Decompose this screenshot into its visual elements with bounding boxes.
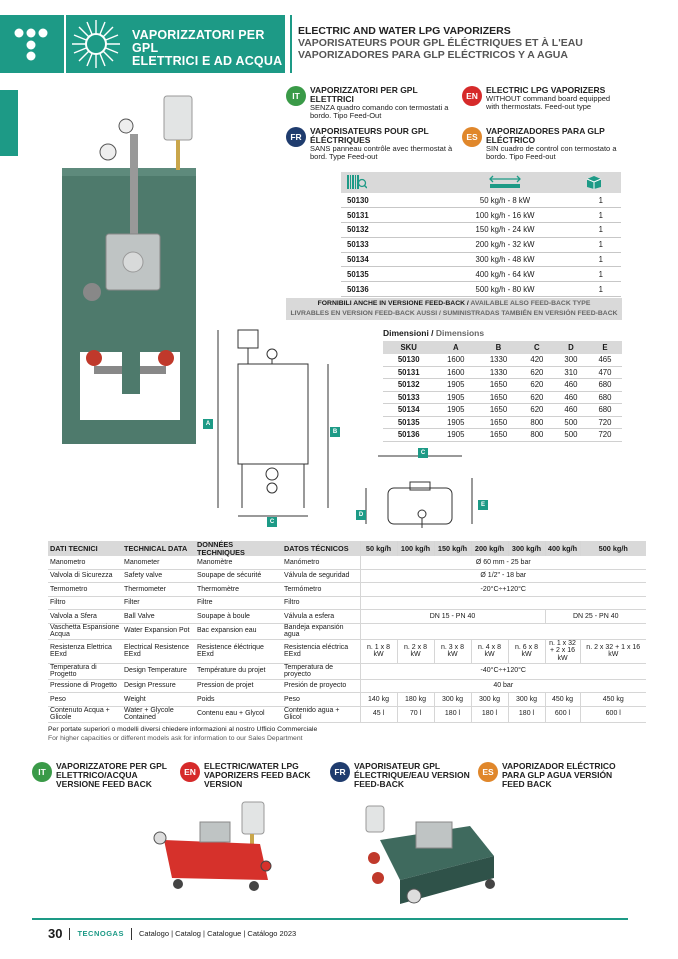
dimensions-cell: 680 [588,379,622,392]
es-desc: SIN cuadro de control con termostato a bordo. Tipo Feed-out [486,144,617,162]
header-translations [290,15,678,73]
tech-label: Peso [282,693,360,706]
product-sku: 50135 [341,267,431,282]
footer-separator [69,928,70,940]
tech-label: Poids [195,693,282,706]
tech-label: Termometro [48,583,122,596]
feedback-fr-title: VAPORISATEUR GPL ÉLECTRIQUE/EAU VERSION FEED-BACK [354,761,470,789]
product-table-header [341,172,621,193]
dimensions-header-cell: E [588,341,622,354]
product-table [341,172,621,297]
it-badge: IT [286,86,306,106]
tech-value: 140 kg [360,693,397,706]
dimensions-cell: 50134 [383,404,434,417]
dimensions-cell: 800 [520,429,554,442]
tech-label: Manometer [122,556,195,569]
fr-badge: FR [286,127,306,147]
tech-label: Pressione di Progetto [48,679,122,692]
tech-label: Resistenza Elettrica EExd [48,639,122,663]
tech-value: n. 2 x 32 + 1 x 16 kW [580,639,646,663]
dimensions-title-it: Dimensioni / [383,328,436,338]
dimensions-row [383,416,622,429]
tech-label: Valvola a Sfera [48,610,122,623]
tech-value: n. 6 x 8 kW [508,639,545,663]
dimensions-cell: 620 [520,404,554,417]
footer-brand: TECNOGAS [77,929,124,938]
title-es: VAPORIZADORES PARA GLP ELÉCTRICOS Y A AGUA [298,49,568,61]
feedback-fr-badge: FR [330,762,350,782]
feedback-it-title: VAPORIZZATORE PER GPL ELETTRICO/ACQUA VERSIONE FEED BACK [56,761,167,789]
product-capacity: 50 kg/h - 8 kW [431,193,579,208]
tech-value: -40°C÷+120°C [360,663,646,679]
dimensions-cell: 1905 [434,429,477,442]
tech-label: Válvula a esfera [282,610,360,623]
feedback-lang-it [32,762,177,789]
vaporizer-photo [60,94,210,446]
capacity-icon [431,172,579,193]
dimensions-cell: 620 [520,391,554,404]
tech-label: Manomètre [195,556,282,569]
tecnogas-logo [0,15,62,73]
side-tab [0,90,18,156]
technical-data-table [48,541,646,723]
product-row [341,208,621,223]
tech-label: Temperatura de proyecto [282,663,360,679]
dimensions-cell: 420 [520,354,554,367]
dimensions-cell: 465 [588,354,622,367]
lang-block-fr [286,127,456,162]
tech-row [48,706,646,722]
product-sku: 50132 [341,223,431,238]
tech-header-row [48,541,646,556]
dimensions-cell: 460 [554,379,588,392]
tech-row [48,556,646,569]
dimensions-row [383,391,622,404]
feedback-en-title: ELECTRIC/WATER LPG VAPORIZERS FEED BACK VERSION [204,761,311,789]
dimensions-cell: 680 [588,391,622,404]
tech-label: Filtre [195,596,282,609]
footer-separator-2 [131,928,132,940]
tech-label: Presión de proyecto [282,679,360,692]
lang-block-en [462,86,622,112]
dimensions-cell: 1650 [477,391,520,404]
tech-label: Weight [122,693,195,706]
feedback-es-title: VAPORIZADOR ELÉCTRICO PARA GLP AGUA VERSIÓN FEED BACK [502,761,616,789]
page-title [132,29,285,68]
product-sku: 50134 [341,252,431,267]
tech-row [48,570,646,583]
feedback-lang-fr [330,762,475,789]
tech-label: Design Temperature [122,663,195,679]
dimensions-header-cell: D [554,341,588,354]
product-row [341,193,621,208]
tech-header-cell: 150 kg/h [434,541,471,556]
tech-label: Valvola di Sicurezza [48,570,122,583]
tech-value: 450 kg [545,693,580,706]
product-row [341,267,621,282]
product-capacity: 150 kg/h - 24 kW [431,223,579,238]
dimensions-cell: 1650 [477,429,520,442]
dimensions-cell: 50133 [383,391,434,404]
tech-label: Soupape à boule [195,610,282,623]
dimensions-cell: 50136 [383,429,434,442]
tech-label: Peso [48,693,122,706]
dimensions-cell: 1650 [477,404,520,417]
it-title: VAPORIZZATORI PER GPL ELETTRICI [310,85,418,104]
dimensions-table [383,341,622,442]
dimensions-cell: 720 [588,429,622,442]
dimensions-row [383,366,622,379]
tech-label: Filter [122,596,195,609]
tech-header-cell: 300 kg/h [508,541,545,556]
feedback-note [286,298,622,320]
dimensions-row [383,379,622,392]
dimensions-cell: 50135 [383,416,434,429]
dimensions-header-row [383,341,622,354]
fr-title: VAPORISATEURS POUR GPL ÉLÉCTRIQUES [310,126,429,145]
page-number: 30 [48,926,63,941]
dim-label-c: C [267,517,277,527]
dimensions-cell: 1905 [434,391,477,404]
tech-header-cell: 500 kg/h [580,541,646,556]
dimensions-cell: 1650 [477,416,520,429]
tech-label: Bandeja expansión agua [282,623,360,639]
dimensions-header-cell: C [520,341,554,354]
dimensions-header-cell: B [477,341,520,354]
feedback-fr-es: LIVRABLES EN VERSION FEED-BACK AUSSI / SUMINISTRADAS TAMBIÉN EN VERSIÓN FEED-BACK [290,310,618,317]
dimensions-cell: 680 [588,404,622,417]
tech-value: 600 l [545,706,580,722]
feedback-es-badge: ES [478,762,498,782]
dimensions-cell: 620 [520,366,554,379]
tech-value: Ø 1/2" - 18 bar [360,570,646,583]
tech-label: Contenu eau + Glycol [195,706,282,722]
product-qty: 1 [579,237,621,252]
product-sku: 50136 [341,282,431,297]
tech-label: Bac expansion eau [195,623,282,639]
tech-value: 180 l [434,706,471,722]
dimensions-cell: 1905 [434,404,477,417]
product-qty: 1 [579,223,621,238]
tech-label: Electrical Resistence EExd [122,639,195,663]
title-it-line1: VAPORIZZATORI PER GPL [132,28,265,55]
tech-label: Filtro [48,596,122,609]
product-sku: 50131 [341,208,431,223]
product-qty: 1 [579,208,621,223]
tech-value: n. 2 x 8 kW [397,639,434,663]
tech-value: -20°C÷+120°C [360,583,646,596]
tech-value: DN 25 - PN 40 [545,610,646,623]
note-it: Per portate superiori o modelli diversi chiedere informazioni al nostro Ufficio Commerciale [48,726,318,733]
dimensions-cell: 1330 [477,366,520,379]
product-row [341,282,621,297]
lang-block-es [462,127,622,162]
feedback-en-badge: EN [180,762,200,782]
dimensions-cell: 1330 [477,354,520,367]
lang-block-it [286,86,456,121]
title-it-line2: ELETTRICI E AD ACQUA [132,54,283,68]
product-capacity: 200 kg/h - 32 kW [431,237,579,252]
tech-label: Temperatura di Progetto [48,663,122,679]
fr-desc: SANS panneau contrôle avec thermostat à bord. Type Feed-out [310,144,453,162]
tech-value: Ø 60 mm - 25 bar [360,556,646,569]
dimensions-cell: 620 [520,379,554,392]
tech-label: Ball Valve [122,610,195,623]
en-title: ELECTRIC LPG VAPORIZERS [486,85,606,95]
footer-rule [32,918,628,920]
tech-header-cell: TECHNICAL DATA [122,541,195,556]
green-vaporizer-photo [360,800,500,915]
product-qty: 1 [579,252,621,267]
tech-label: Thermomètre [195,583,282,596]
product-sku: 50133 [341,237,431,252]
top-view-drawing [360,448,490,533]
tech-header-cell: 400 kg/h [545,541,580,556]
tech-value: n. 3 x 8 kW [434,639,471,663]
feedback-it-badge: IT [32,762,52,782]
tech-value: 70 l [397,706,434,722]
dimensions-row [383,429,622,442]
dimensions-header-cell: A [434,341,477,354]
tech-label: Water Expansion Pot [122,623,195,639]
tech-value: 300 kg [434,693,471,706]
product-capacity: 400 kg/h - 64 kW [431,267,579,282]
package-icon [579,172,621,193]
tech-row [48,679,646,692]
tech-header-cell: 50 kg/h [360,541,397,556]
tech-label: Contenuto Acqua + Glicole [48,706,122,722]
tech-value: 600 l [580,706,646,722]
tech-label: Safety valve [122,570,195,583]
dimensions-cell: 1600 [434,354,477,367]
it-desc: SENZA quadro comando con termostati a bordo. Tipo Feed-Out [310,103,449,121]
product-qty: 1 [579,282,621,297]
product-qty: 1 [579,193,621,208]
product-qty: 1 [579,267,621,282]
tech-value: 180 l [508,706,545,722]
capacity-note [48,726,317,743]
tech-row [48,693,646,706]
dimensions-header-cell: SKU [383,341,434,354]
brand-dots-icon [13,27,49,61]
tech-label: Manómetro [282,556,360,569]
es-title: VAPORIZADORES PARA GLP ELÉCTRICO [486,126,605,145]
product-row [341,223,621,238]
product-capacity: 100 kg/h - 16 kW [431,208,579,223]
dimensions-title [383,328,484,338]
dimensions-cell: 800 [520,416,554,429]
tech-value: 450 kg [580,693,646,706]
footer [48,926,296,941]
en-badge: EN [462,86,482,106]
tech-value: 180 kg [397,693,434,706]
tech-label: Resistencia eléctrica EExd [282,639,360,663]
tech-value: 300 kg [508,693,545,706]
barcode-icon [341,172,431,193]
tech-value: 180 l [471,706,508,722]
tech-label: Soupape de sécurité [195,570,282,583]
tech-label: Vaschetta Espansione Acqua [48,623,122,639]
tech-value: DN 15 - PN 40 [360,610,545,623]
dim-label-a: A [203,419,213,429]
tech-value: n. 1 x 8 kW [360,639,397,663]
tech-header-cell: 100 kg/h [397,541,434,556]
tech-row [48,623,646,639]
red-vaporizer-photo [150,800,275,895]
tech-header-cell: DATI TECNICI [48,541,122,556]
feedback-en: AVAILABLE ALSO FEED-BACK TYPE [470,300,591,307]
product-row [341,237,621,252]
tech-label: Design Pressure [122,679,195,692]
dimensions-cell: 460 [554,404,588,417]
tech-value [360,623,646,639]
dimensions-cell: 1905 [434,416,477,429]
dimensions-title-en: Dimensions [435,328,485,338]
dimensions-cell: 720 [588,416,622,429]
footer-catalog: Catalogo | Catalog | Catalogue | Catálogo 2023 [138,929,297,938]
feedback-lang-es [478,762,628,789]
tech-row [48,596,646,609]
dimensions-cell: 1600 [434,366,477,379]
tech-row [48,639,646,663]
dimensions-cell: 500 [554,429,588,442]
dimensions-cell: 310 [554,366,588,379]
dim-label-d: D [356,510,366,520]
dim-label-b: B [330,427,340,437]
tech-label: Température du projet [195,663,282,679]
dimensions-cell: 500 [554,416,588,429]
tech-value: n. 4 x 8 kW [471,639,508,663]
tech-row [48,610,646,623]
dimensions-cell: 50131 [383,366,434,379]
tech-value: 300 kg [471,693,508,706]
tech-label: Water + Glycole Contained [122,706,195,722]
tech-label: Válvula de seguridad [282,570,360,583]
dimensions-cell: 50130 [383,354,434,367]
tech-header-cell: 200 kg/h [471,541,508,556]
dimensions-row [383,354,622,367]
feedback-it: FORNIBILI ANCHE IN VERSIONE FEED-BACK / [317,300,471,307]
feedback-lang-en [180,762,325,789]
tech-header-cell: DATOS TÉCNICOS [282,541,360,556]
title-fr: VAPORISATEURS POUR GPL ÉLÉCTRIQUES ET À L'EAU [298,37,583,49]
tech-header-cell: DONNÉES TECHNIQUES [195,541,282,556]
dimensions-row [383,404,622,417]
tech-value: 40 bar [360,679,646,692]
tech-label: Pression de projet [195,679,282,692]
dim-label-e: E [478,500,488,510]
product-capacity: 500 kg/h - 80 kW [431,282,579,297]
dimensions-cell: 470 [588,366,622,379]
sun-icon [64,15,126,73]
note-en: For higher capacities or different models ask for information to our Sales Department [48,734,303,742]
dimensions-cell: 460 [554,391,588,404]
es-badge: ES [462,127,482,147]
en-desc: WITHOUT command board equipped with thermostats. Feed-out type [486,94,611,112]
tech-row [48,583,646,596]
dim-label-c-top: C [418,448,428,458]
dimensions-cell: 50132 [383,379,434,392]
product-row [341,252,621,267]
tech-label: Resistence éléctrique EExd [195,639,282,663]
header-banner [0,15,285,73]
tech-value: n. 1 x 32 + 2 x 16 kW [545,639,580,663]
side-view-drawing [210,328,345,528]
tech-label: Thermometer [122,583,195,596]
tech-label: Contenido agua + Glicol [282,706,360,722]
tech-label: Filtro [282,596,360,609]
dimensions-cell: 300 [554,354,588,367]
product-capacity: 300 kg/h - 48 kW [431,252,579,267]
tech-label: Termómetro [282,583,360,596]
tech-value [360,596,646,609]
tech-label: Manometro [48,556,122,569]
dimensions-cell: 1905 [434,379,477,392]
title-en: ELECTRIC AND WATER LPG VAPORIZERS [298,25,511,37]
tech-row [48,663,646,679]
tech-value: 45 l [360,706,397,722]
product-sku: 50130 [341,193,431,208]
dimensions-cell: 1650 [477,379,520,392]
